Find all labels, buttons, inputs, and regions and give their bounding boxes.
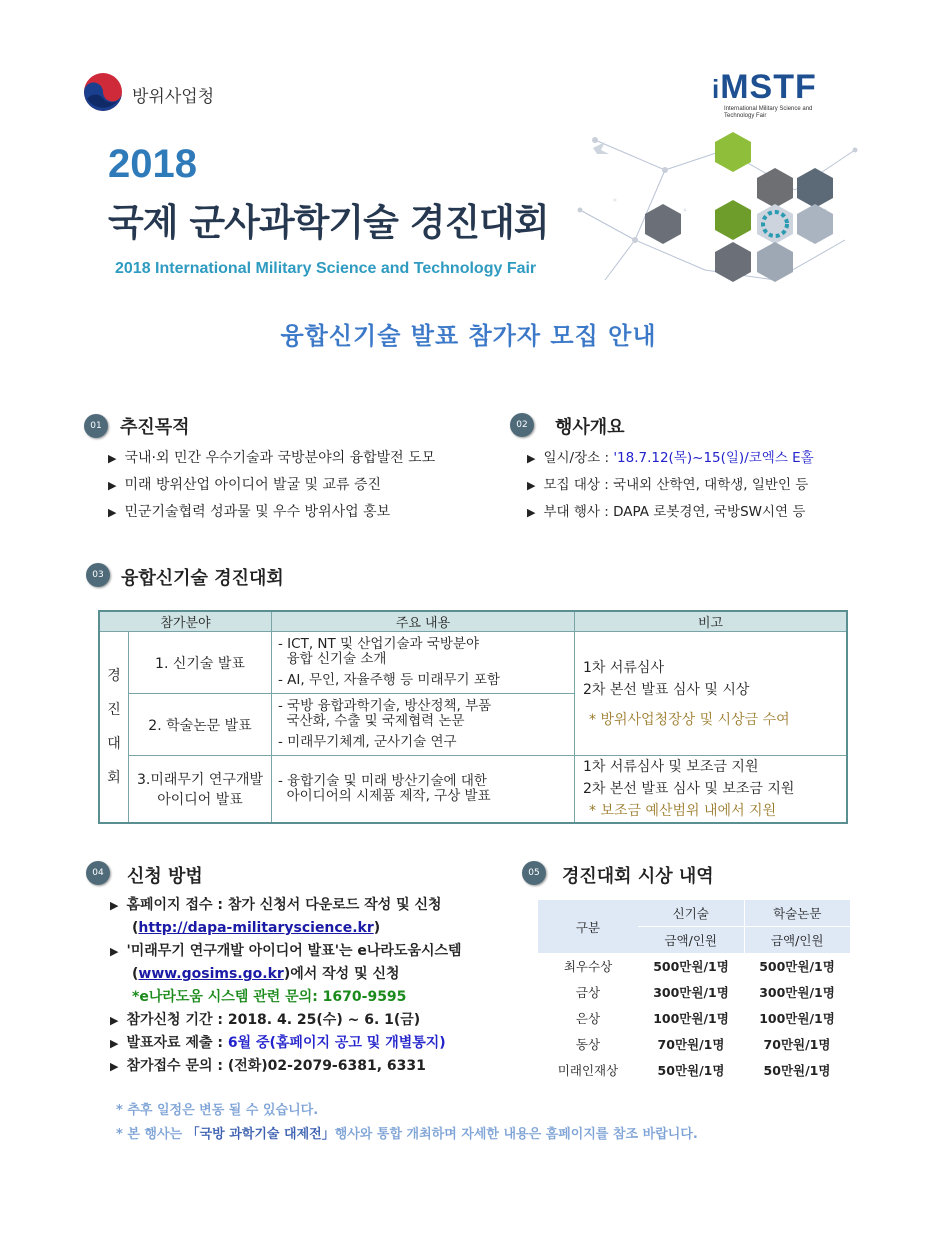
- content-cell: - 국방 융합과학기술, 방산정책, 부품 국산화, 수출 및 국제협력 논문 - 미래무기체계, 군사기술 연구: [272, 694, 575, 756]
- notice-title: 융합신기술 발표 참가자 모집 안내: [280, 322, 657, 350]
- category-cell: 3.미래무기 연구개발 아이디어 발표: [129, 756, 272, 824]
- footer-note-2: * 본 행사는 「국방 과학기술 대제전」행사와 통합 개최하며 자세한 내용은 홈페이지를 참조 바랍니다.: [116, 1127, 698, 1142]
- list-item: ▶ 일시/장소 : '18.7.12(목)~15(일)/코엑스 E홀: [527, 450, 814, 466]
- section-badge-01: 01: [84, 414, 108, 438]
- imstf-sub-2: Technology Fair: [724, 113, 767, 119]
- table-row: 최우수상 500만원/1명 500만원/1명: [563, 959, 835, 974]
- table-header: 참가분야: [99, 611, 272, 632]
- list-item: ▶ 홈페이지 접수 : 참가 신청서 다운로드 작성 및 신청: [110, 897, 442, 913]
- table-row: 금상 300만원/1명 300만원/1명: [575, 985, 835, 1000]
- content-cell: - ICT, NT 및 산업기술과 국방분야 융합 신기술 소개 - AI, 무인, 자율주행 등 미래무기 포함: [272, 632, 575, 694]
- section-title-01: 추진목적: [120, 417, 190, 438]
- triangle-bullet-icon: ▶: [108, 452, 117, 465]
- imstf-logo: iMSTF International Military Science and Technology Fair: [712, 70, 837, 120]
- event-overview-list: [527, 445, 814, 526]
- section-title-03: 융합신기술 경진대회: [121, 568, 284, 589]
- section-title-02: 행사개요: [555, 417, 625, 438]
- section-badge-04: 04: [86, 861, 110, 885]
- table-header: 비고: [575, 611, 848, 632]
- triangle-bullet-icon: ▶: [110, 899, 119, 912]
- side-label: 경 진 대 회: [99, 632, 129, 824]
- list-item: ▶ 참가신청 기간 : 2018. 4. 25(수) ~ 6. 1(금): [110, 1012, 421, 1028]
- triangle-bullet-icon: ▶: [108, 506, 117, 519]
- footer-note-1: * 추후 일정은 변동 될 수 있습니다.: [116, 1103, 319, 1118]
- category-cell: 1. 신기술 발표: [129, 632, 272, 694]
- list-item: ▶ 미래 방위산업 아이디어 발굴 및 교류 증진: [108, 477, 382, 493]
- military-hexagon-graphic: [575, 130, 860, 290]
- taegeuk-logo-icon: [83, 72, 123, 112]
- table-header: 신기술: [638, 900, 744, 927]
- triangle-bullet-icon: ▶: [108, 479, 117, 492]
- list-item: ▶ 발표자료 제출 : 6월 중(홈페이지 공고 및 개별통지): [110, 1035, 446, 1051]
- page-subtitle: 2018 International Military Science and Technology Fair: [115, 260, 537, 277]
- title-year: 2018: [108, 142, 197, 186]
- list-item: ▶ 부대 행사 : DAPA 로봇경연, 국방SW시연 등: [527, 504, 806, 520]
- table-header: 금액/인원: [744, 927, 850, 954]
- purpose-list: [108, 445, 435, 526]
- imstf-sub-1: International Military Science and: [724, 106, 813, 112]
- triangle-bullet-icon: ▶: [527, 452, 536, 465]
- org-name: 방위사업청: [132, 87, 215, 107]
- table-header: 금액/인원: [638, 927, 744, 954]
- table-header: 학술논문: [744, 900, 850, 927]
- section-title-05: 경진대회 시상 내역: [562, 866, 714, 887]
- gosims-link[interactable]: www.gosims.go.kr: [138, 966, 284, 982]
- list-item: ▶ 민군기술협력 성과물 및 우수 방위사업 홍보: [108, 504, 391, 520]
- section-badge-05: 05: [522, 861, 546, 885]
- table-header: 주요 내용: [272, 611, 575, 632]
- homepage-link[interactable]: http://dapa-militaryscience.kr: [138, 920, 374, 936]
- table-header: 구분: [538, 900, 638, 953]
- table-row: 동상 70만원/1명 70만원/1명: [575, 1037, 831, 1052]
- list-item: (www.gosims.go.kr)에서 작성 및 신청: [132, 966, 400, 982]
- list-item: ▶ 국내·외 민간 우수기술과 국방분야의 융합발전 도모: [108, 450, 436, 466]
- table-row: 미래인재상 50만원/1명 50만원/1명: [557, 1063, 831, 1078]
- triangle-bullet-icon: ▶: [110, 1060, 119, 1073]
- note-cell: 1차 서류심사 2차 본선 발표 심사 및 시상 * 방위사업청장상 및 시상금 수여: [575, 632, 848, 756]
- list-item: ▶ 모집 대상 : 국내외 산학연, 대학생, 일반인 등: [527, 477, 809, 493]
- section-title-04: 신청 방법: [127, 866, 203, 887]
- list-item: ▶ '미래무기 연구개발 아이디어 발표'는 e나라도움시스템: [110, 943, 462, 959]
- triangle-bullet-icon: ▶: [110, 945, 119, 958]
- triangle-bullet-icon: ▶: [527, 506, 536, 519]
- link-wrapper: (http://dapa-militaryscience.kr): [132, 920, 381, 936]
- table-row: 은상 100만원/1명 100만원/1명: [575, 1011, 835, 1026]
- section-badge-02: 02: [510, 413, 534, 437]
- content-cell: - 융합기술 및 미래 방산기술에 대한 아이디어의 시제품 제작, 구상 발표: [272, 756, 575, 824]
- application-list: [110, 894, 462, 1078]
- triangle-bullet-icon: ▶: [110, 1014, 119, 1027]
- triangle-bullet-icon: ▶: [110, 1037, 119, 1050]
- list-item: ▶ 참가접수 문의 : (전화)02-2079-6381, 6331: [110, 1058, 426, 1074]
- imstf-word: MSTF: [720, 68, 817, 106]
- note-cell: 1차 서류심사 및 보조금 지원 2차 본선 발표 심사 및 보조금 지원 * 보조금 예산범위 내에서 지원: [575, 756, 848, 824]
- prize-table: [538, 900, 850, 1083]
- page-title: 국제 군사과학기술 경진대회: [108, 201, 549, 244]
- triangle-bullet-icon: ▶: [527, 479, 536, 492]
- category-cell: 2. 학술논문 발표: [129, 694, 272, 756]
- enara-note: *e나라도움 시스템 관련 문의: 1670-9595: [132, 989, 407, 1005]
- section-badge-03: 03: [86, 563, 110, 587]
- competition-table: [98, 610, 848, 824]
